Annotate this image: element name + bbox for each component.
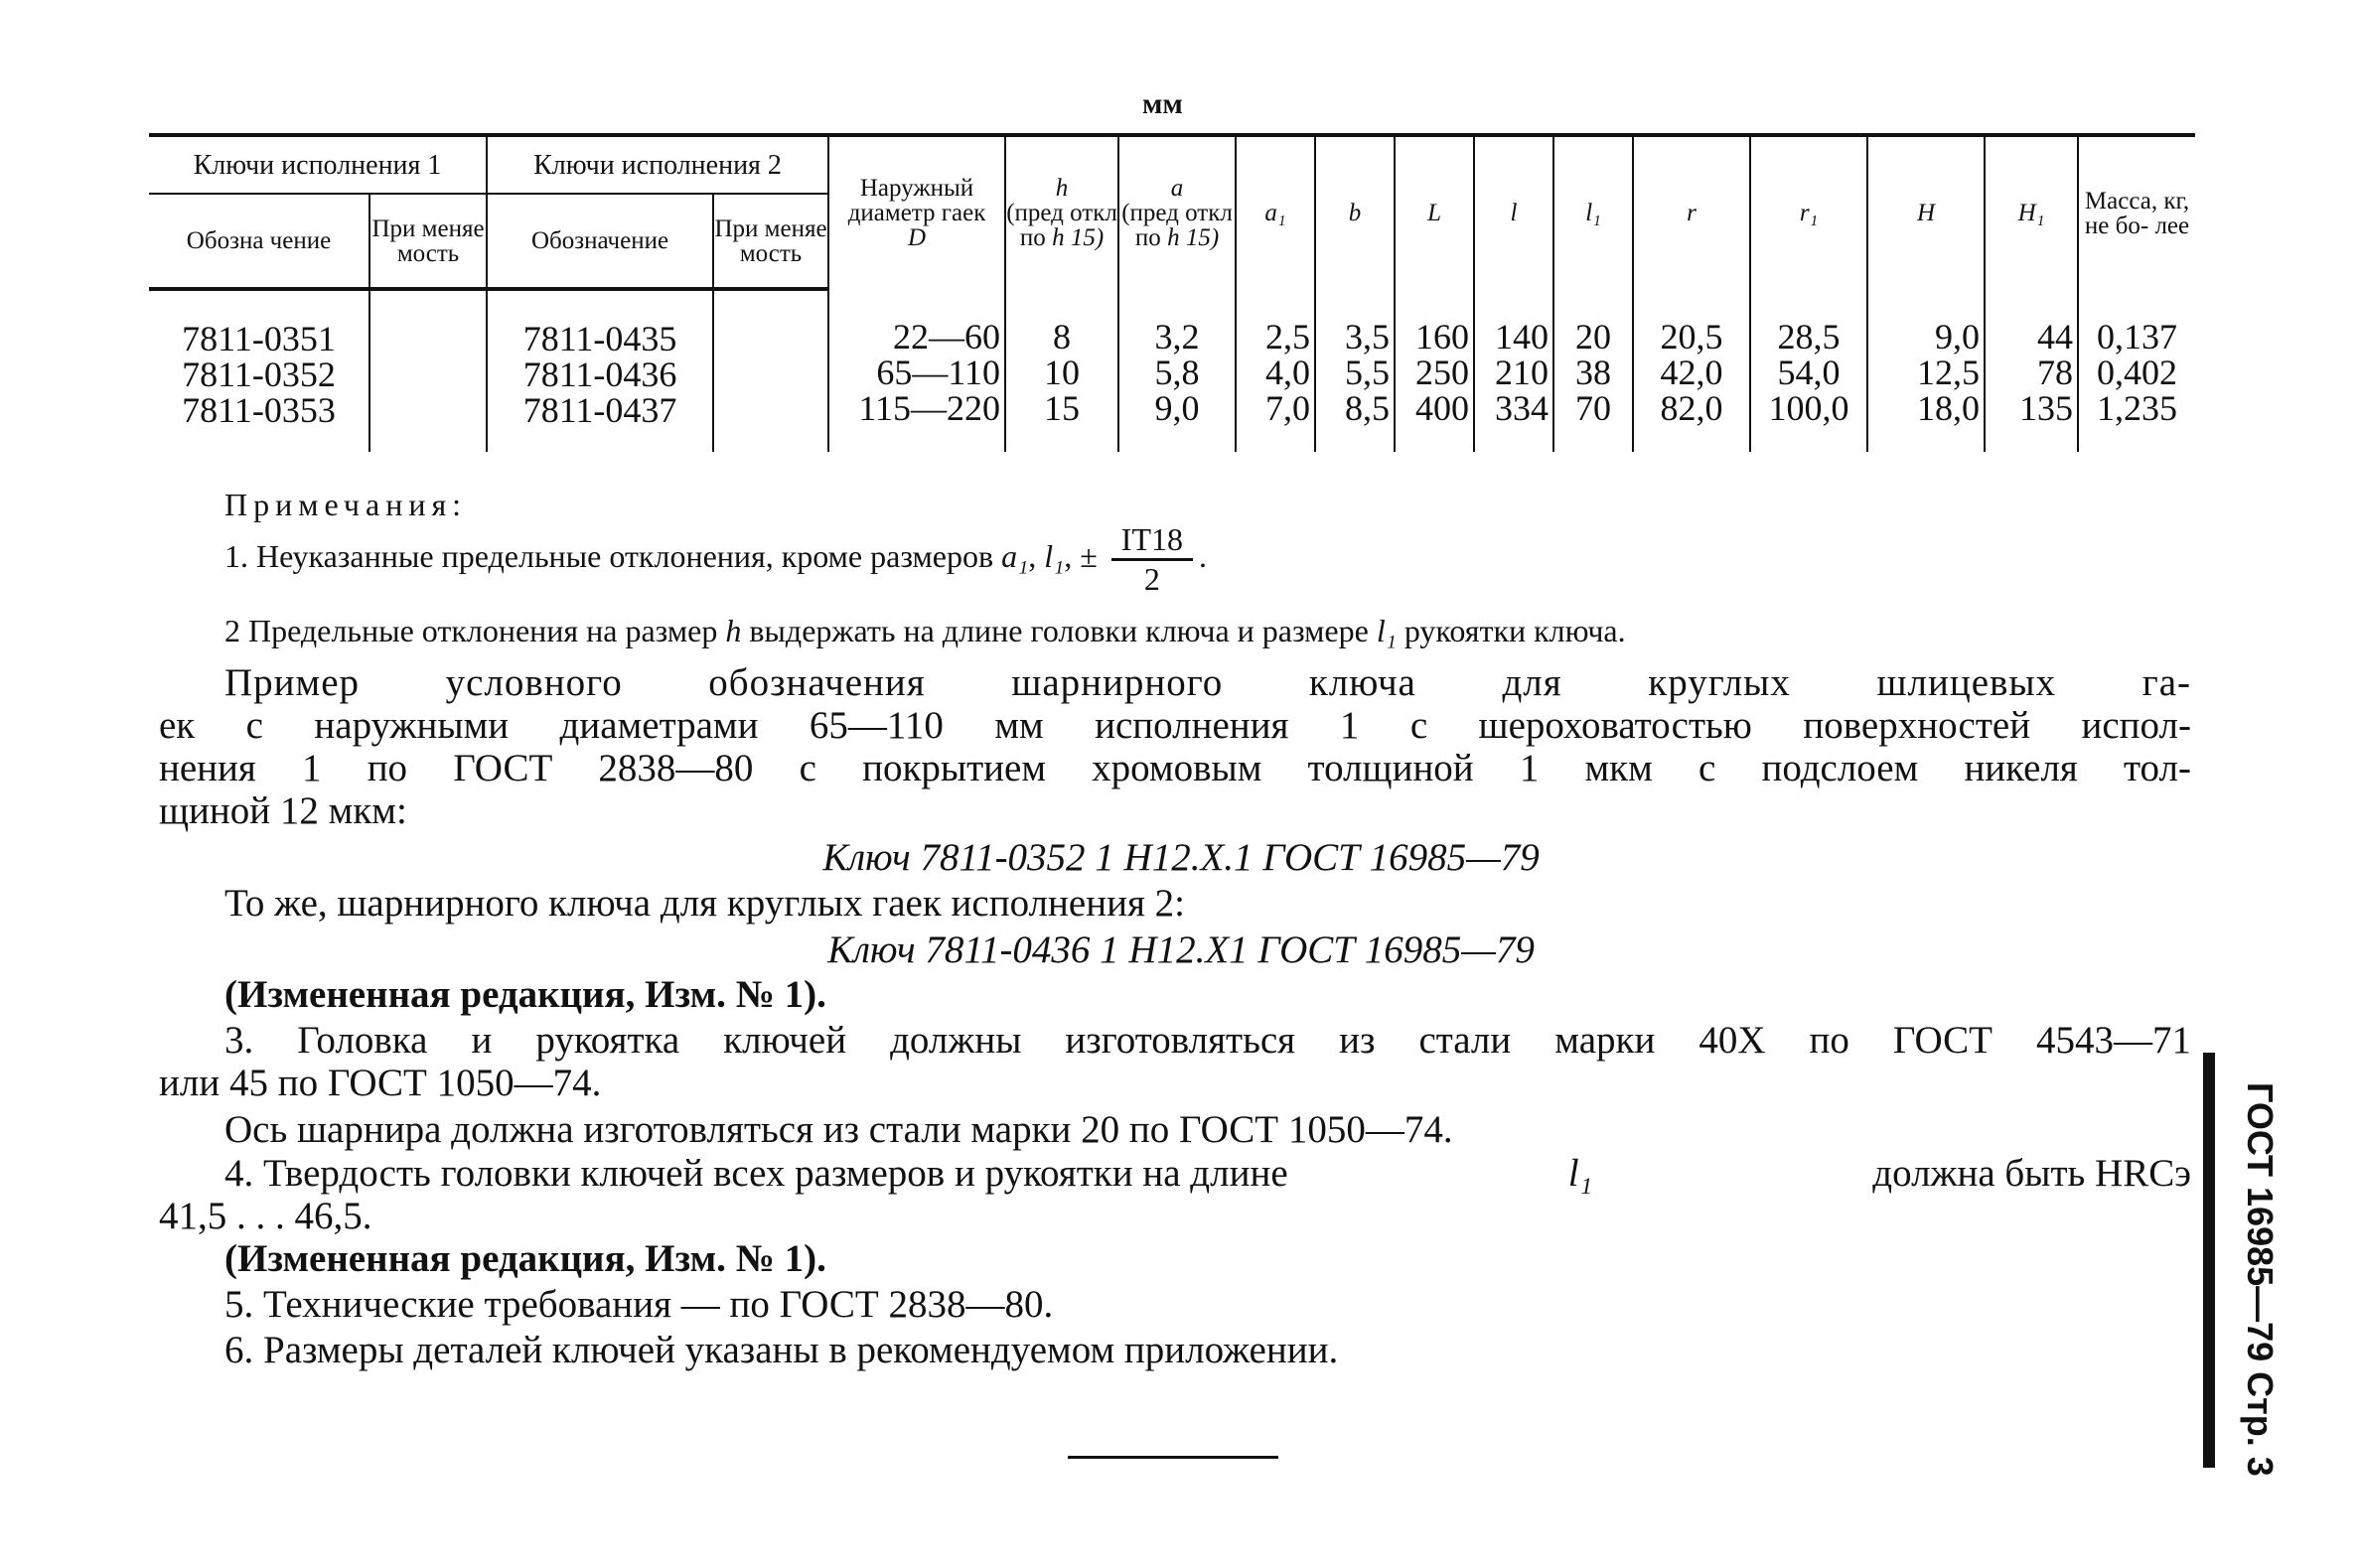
side-bar xyxy=(2203,1053,2215,1468)
col-applicability-1: При меняе мость xyxy=(369,194,487,289)
cell-h: 8 10 15 xyxy=(1005,289,1118,452)
col-l1: l₁ xyxy=(1553,135,1633,289)
revision-note-1: (Измененная редакция, Изм. № 1). xyxy=(224,973,826,1016)
cell-b: 3,5 5,5 8,5 xyxy=(1315,289,1395,452)
group-version-2: Ключи исполнения 2 xyxy=(487,135,828,194)
cell-mass: 0,137 0,402 1,235 xyxy=(2078,289,2195,452)
col-D: Наружный диаметр гаек D xyxy=(828,135,1005,289)
col-designation-2: Обозначение xyxy=(487,194,713,289)
note-2: 2 Предельные отклонения на размер h выдержать на длине головки ключа и размере l₁ рукоятки ключа. xyxy=(224,613,1626,648)
cell-a: 3,2 5,8 9,0 xyxy=(1118,289,1236,452)
dimensions-table xyxy=(149,133,2195,452)
cell-a1: 2,5 4,0 7,0 xyxy=(1236,289,1315,452)
revision-note-2: (Измененная редакция, Изм. № 1). xyxy=(224,1237,826,1280)
cell-designation-1: 7811-0351 7811-0352 7811-0353 xyxy=(182,319,336,430)
item-3-line-2: или 45 по ГОСТ 1050—74. xyxy=(159,1062,602,1104)
col-r1: r₁ xyxy=(1750,135,1867,289)
cell-r1: 28,5 54,0 100,0 xyxy=(1750,289,1867,452)
cell-designation-2: 7811-0435 7811-0436 7811-0437 xyxy=(487,289,713,452)
page-header-vertical: ГОСТ 16985—79 Стр. 3 xyxy=(2240,1082,2281,1477)
cell-l: 140 210 334 xyxy=(1474,289,1553,452)
example-intro-line-1: Пример условного обозначения шарнирного ключа для круглых шлицевых га- xyxy=(224,661,2191,704)
col-a1: a₁ xyxy=(1236,135,1315,289)
col-mass: Масса, кг, не бо- лее xyxy=(2078,135,2195,289)
col-L: L xyxy=(1395,135,1474,289)
col-H1: H₁ xyxy=(1985,135,2078,289)
example-2-intro: То же, шарнирного ключа для круглых гаек исполнения 2: xyxy=(224,882,1185,925)
col-H: H xyxy=(1867,135,1985,289)
col-designation-1: Обозна чение xyxy=(149,194,369,289)
cell-L: 160 250 400 xyxy=(1395,289,1474,452)
col-r: r xyxy=(1633,135,1750,289)
item-5: 5. Технические требования — по ГОСТ 2838—80. xyxy=(224,1283,1054,1326)
cell-l1: 20 38 70 xyxy=(1553,289,1633,452)
example-intro-line-3: нения 1 по ГОСТ 2838—80 с покрытием хромовым толщиной 1 мкм с подслоем никеля тол- xyxy=(159,747,2191,789)
cell-H1: 44 78 135 xyxy=(1985,289,2078,452)
axis-material: Ось шарнира должна изготовляться из стали марки 20 по ГОСТ 1050—74. xyxy=(224,1108,1453,1151)
col-a: a (пред откл по h 15) xyxy=(1118,135,1236,289)
table-body-row xyxy=(149,289,2195,452)
unit-label: мм xyxy=(1142,87,1183,120)
item-4-line-1: 4. Твердость головки ключей всех размеров и рукоятки на длине l₁ должна быть HRCэ xyxy=(224,1152,2191,1195)
example-intro-line-4: щиной 12 мкм: xyxy=(159,789,407,832)
item-6: 6. Размеры деталей ключей указаны в рекомендуемом приложении. xyxy=(224,1329,1339,1371)
cell-applicability-2 xyxy=(713,289,828,452)
cell-applicability-1 xyxy=(369,289,487,452)
col-h: h (пред откл по h 15) xyxy=(1005,135,1118,289)
designation-example-2: Ключ 7811-0436 1 Н12.Х1 ГОСТ 16985—79 xyxy=(827,928,1535,971)
col-l: l xyxy=(1474,135,1553,289)
item-4-line-2: 41,5 . . . 46,5. xyxy=(159,1195,372,1237)
cell-r: 20,5 42,0 82,0 xyxy=(1633,289,1750,452)
item-3-line-1: 3. Головка и рукоятка ключей должны изготовляться из стали марки 40Х по ГОСТ 4543—71 xyxy=(224,1019,2191,1062)
cell-H: 9,0 12,5 18,0 xyxy=(1867,289,1985,452)
group-version-1: Ключи исполнения 1 xyxy=(149,135,487,194)
col-applicability-2: При меняе мость xyxy=(713,194,828,289)
end-rule xyxy=(1068,1456,1278,1459)
designation-example-1: Ключ 7811-0352 1 Н12.Х.1 ГОСТ 16985—79 xyxy=(822,836,1540,879)
col-b: b xyxy=(1315,135,1395,289)
example-intro-line-2: ек с наружными диаметрами 65—110 мм исполнения 1 с шероховатостью поверхностей испол- xyxy=(159,704,2191,747)
cell-D: 22—60 65—110 115—220 xyxy=(828,289,1005,452)
note-1: 1. Неуказанные предельные отклонения, кроме размеров a₁, l₁, ± $\frac{IT18}{2}$ . xyxy=(224,521,1207,597)
notes-title: Примечания: xyxy=(224,487,468,522)
